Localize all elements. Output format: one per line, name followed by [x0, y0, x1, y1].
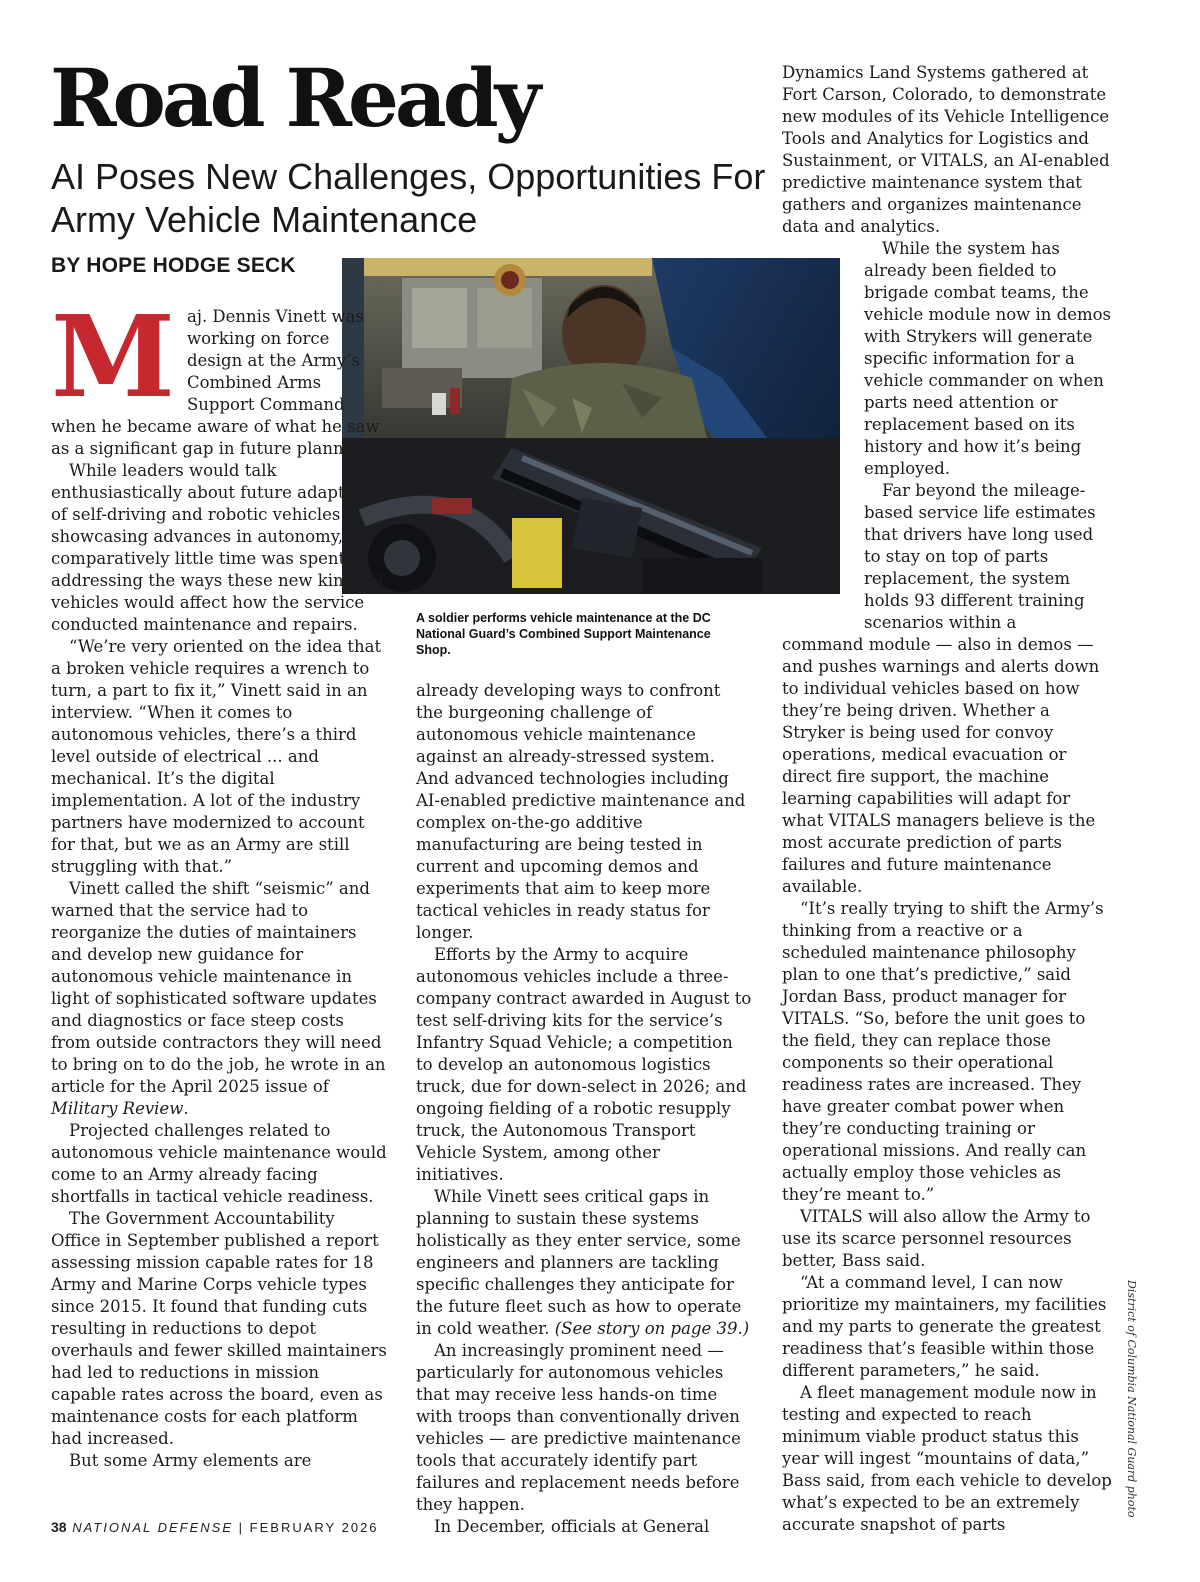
article-column-1: [51, 292, 387, 1472]
article-paragraph: VITALS will also allow the Army to use its scarce personnel resources better, Bass said.: [782, 1207, 1091, 1270]
article-paragraph: [51, 878, 387, 1120]
article-paragraph: But some Army elements are: [69, 1451, 312, 1470]
footer-separator: |: [238, 1520, 245, 1535]
article-paragraph: [51, 292, 387, 460]
article-paragraph: [416, 1186, 752, 1340]
paragraph-text: While Vinett sees critical gaps in planning to sustain these systems holistically as they enter service, some engineers and planners are tackling specific challenges they anticipate for the future fleet such as how to operate in cold weather.: [416, 1187, 742, 1338]
paragraph-text: Vinett called the shift “seismic” and warned that the service had to reorganize the duties of maintainers and develop new guidance for autonomous vehicle maintenance in light of sophisticated software updates and diagnostics or face steep costs from outside contractors they will need to bring on to do the job, he wrote in an article for the April 2025 issue of: [51, 879, 386, 1096]
article-paragraph: While the system has already been fielded to brigade combat teams, the vehicle module now in demos with Strykers will generate specific information for a vehicle commander on when parts need attention or replacement based on its history and how it’s being employed.: [864, 239, 1112, 478]
article-column-3-bottom: [782, 634, 1112, 1536]
page-footer: [51, 1519, 379, 1535]
subheadline: AI Poses New Challenges, Opportunities For Army Vehicle Maintenance: [51, 156, 766, 240]
article-paragraph: command module — also in demos — and pushes warnings and alerts down to individual vehicles based on how they’re being driven. Whether a Stryker is being used for convoy operations, medical evacuation or direct fire support, the machine learning capabilities will adapt for what VITALS managers believe is the most accurate prediction of parts failures and future maintenance available.: [782, 635, 1100, 896]
soldier-maintenance-illustration: [342, 258, 840, 594]
article-column-3-narrow: [864, 238, 1112, 634]
byline: BY HOPE HODGE SECK: [51, 254, 296, 277]
article-paragraph: “At a command level, I can now prioritize my maintainers, my facilities and my parts to generate the greatest readiness that’s feasible within those different parameters,” he said.: [782, 1273, 1107, 1380]
page-number: 38: [51, 1519, 67, 1535]
publication-name: NATIONAL DEFENSE: [72, 1520, 234, 1535]
article-paragraph: In December, officials at General: [434, 1517, 710, 1536]
drop-cap: M: [51, 292, 175, 423]
article-paragraph: While leaders would talk enthusiastically about future adaptation of self-driving and robotic vehicles showcasing advances in autonomy, comparatively little time was spent addressing the ways these new kinds of vehicles would affect how the service conducted maintenance and repairs.: [51, 461, 387, 634]
article-photo: [342, 258, 840, 594]
paragraph-text: .: [183, 1099, 189, 1118]
article-paragraph: The Government Accountability Office in September published a report assessing mission capable rates for 18 Army and Marine Corps vehicle types since 2015. It found that funding cuts resulting in reductions to depot overhauls and fewer skilled maintainers had led to reductions in mission capable rates across the board, even as maintenance costs for each platform had increased.: [51, 1209, 387, 1448]
article-paragraph: already developing ways to confront the burgeoning challenge of autonomous vehicle maintenance against an already-stressed system. And advanced technologies including AI-enabled predictive maintenance and complex on-the-go additive manufacturing are being tested in current and upcoming demos and experiments that aim to keep more tactical vehicles in ready status for longer.: [416, 681, 746, 942]
article-paragraph: Dynamics Land Systems gathered at Fort Carson, Colorado, to demonstrate new modules of its Vehicle Intelligence Tools and Analytics for Logistics and Sustainment, or VITALS, an AI-enabled predictive maintenance system that gathers and organizes maintenance data and analytics.: [782, 63, 1110, 236]
article-paragraph: An increasingly prominent need — particularly for autonomous vehicles that may receive less hands-on time with troops than conventionally driven vehicles — are predictive maintenance tools that accurately identify part failures and replacement needs before they happen.: [416, 1341, 741, 1514]
article-column-3-top: [782, 62, 1112, 238]
article-paragraph: Efforts by the Army to acquire autonomous vehicles include a three-company contract awarded in August to test self-driving kits for the service’s Infantry Squad Vehicle; a competition to develop an autonomous logistics truck, due for down-select in 2026; and ongoing fielding of a robotic resupply truck, the Autonomous Transport Vehicle System, among other initiatives.: [416, 945, 752, 1184]
photo-caption: A soldier performs vehicle maintenance at the DC National Guard’s Combined Support Maintenance Shop.: [416, 611, 711, 657]
headline: Road Ready: [50, 51, 538, 145]
publication-title: Military Review: [51, 1099, 184, 1118]
photo-credit: District of Columbia National Guard photo: [1125, 1280, 1138, 1518]
article-paragraph: “It’s really trying to shift the Army’s thinking from a reactive or a scheduled maintenance philosophy plan to one that’s predictive,” said Jordan Bass, product manager for VITALS. “So, before the unit goes to the field, they can replace those components so their operational readiness rates are increased. They have greater combat power when they’re conducting training or operational missions. And really can actually employ those vehicles as they’re meant to.”: [782, 899, 1104, 1204]
article-paragraph: Far beyond the mileage-based service life estimates that drivers have long used to stay on top of parts replacement, the system holds 93 different training scenarios within a: [864, 481, 1096, 632]
article-paragraph: Projected challenges related to autonomous vehicle maintenance would come to an Army already facing shortfalls in tactical vehicle readiness.: [51, 1121, 387, 1206]
cross-reference: (See story on page 39.): [554, 1319, 750, 1338]
lead-paragraph-text: aj. Dennis Vinett was working on force design at the Army’s Combined Arms Support Command when he became aware of what he saw as a significant gap in future planning.: [51, 307, 380, 458]
issue-date: FEBRUARY 2026: [249, 1520, 379, 1535]
article-column-2: [416, 680, 752, 1538]
article-paragraph: A fleet management module now in testing and expected to reach minimum viable product status this year will ingest “mountains of data,” Bass said, from each vehicle to develop what’s expected to be an extremely accurate snapshot of parts: [782, 1383, 1112, 1534]
article-paragraph: “We’re very oriented on the idea that a broken vehicle requires a wrench to turn, a part to fix it,” Vinett said in an interview. “When it comes to autonomous vehicles, there’s a third level outside of electrical ... and mechanical. It’s the digital implementation. A lot of the industry partners have modernized to account for that, but we as an Army are still struggling with that.”: [51, 637, 382, 876]
